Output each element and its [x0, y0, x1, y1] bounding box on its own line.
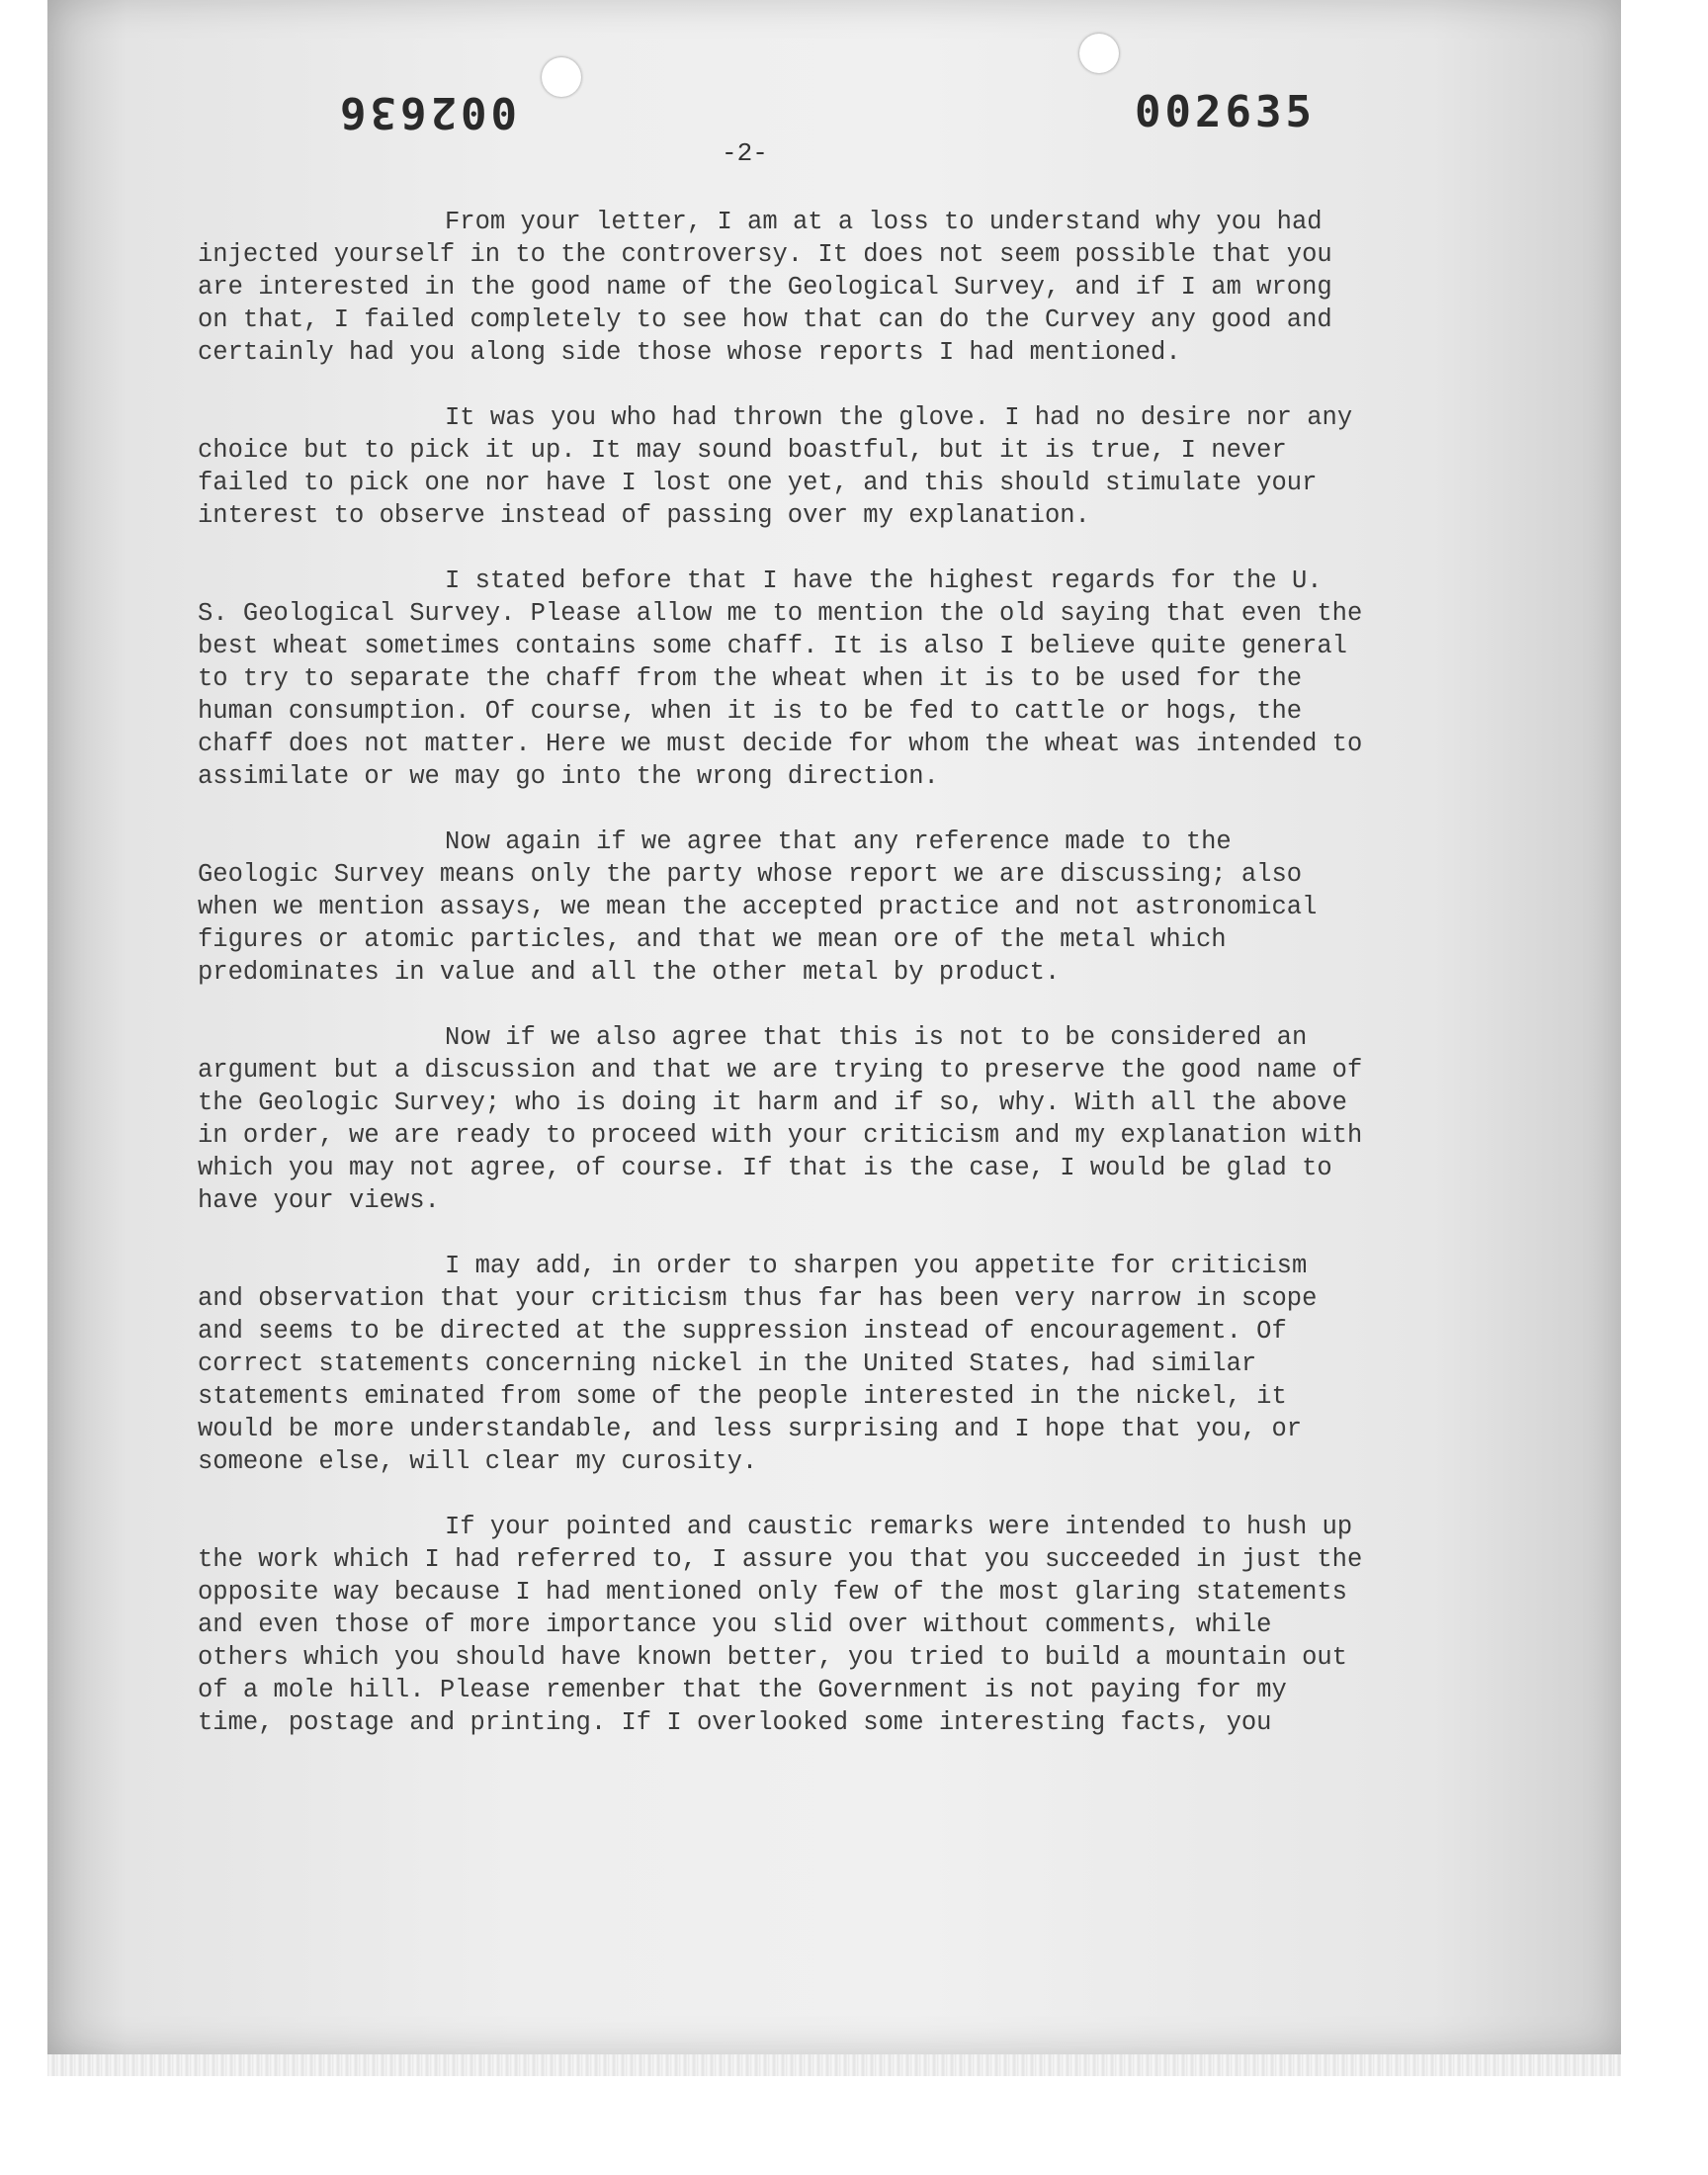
paragraph-6: I may add, in order to sharpen you appetite for criticism and observation that your criticism thus far has been very narrow in scope and seems to be directed at the suppression instead of encouragement. Of correct statements concerning nickel in the United States, had similar statements eminated from some of the people interested in the nickel, it would be more understandable, and less surprising and I hope that you, or someone else, will clear my curosity. — [198, 1252, 1318, 1476]
letter-body — [198, 206, 1364, 1739]
paragraph-2: It was you who had thrown the glove. I had no desire nor any choice but to pick it up. It may sound boastful, but it is true, I never failed to pick one nor have I lost one yet, and this should stimulate your interest to observe instead of passing over my explanation. — [198, 403, 1353, 530]
page-number: -2- — [722, 138, 768, 168]
paragraph-7: If your pointed and caustic remarks were intended to hush up the work which I had referred to, I assure you that you succeeded in just the opposite way because I had mentioned only few of the most glaring statements and even those of more importance you slid over without comments, while others which you should have known better, you tried to build a mountain out of a mole hill. Please remenber that the Government is not paying for my time, postage and printing. If I overlooked some interesting facts, you — [198, 1513, 1363, 1737]
paragraph-3: I stated before that I have the highest regards for the U. S. Geological Survey. Please allow me to mention the old saying that even the best wheat sometimes contains some chaff. It is also I believe quite general to try to separate the chaff from the wheat when it is to be used for the human consumption. Of course, when it is to be fed to cattle or hogs, the chaff does not matter. Here we must decide for whom the wheat was intended to assimilate or we may go into the wrong direction. — [198, 566, 1363, 791]
paragraph-5: Now if we also agree that this is not to be considered an argument but a discussion and that we are trying to preserve the good name of the Geologic Survey; who is doing it harm and if so, why. With all the above in order, we are ready to proceed with your criticism and my explanation with which you may not agree, of course. If that is the case, I would be glad to have your views. — [198, 1023, 1363, 1215]
document-number-stamp-inverted: 002636 — [336, 87, 517, 137]
paragraph-4: Now again if we agree that any reference made to the Geologic Survey means only the party whose report we are discussing; also when we mention assays, we mean the accepted practice and not astronomical figures or atomic particles, and that we mean ore of the metal which predominates in value and all the other metal by product. — [198, 827, 1318, 987]
paragraph-1: From your letter, I am at a loss to understand why you had injected yourself in to the controversy. It does not seem possible that you are interested in the good name of the Geological Survey, and if I am wrong on that, I failed completely to see how that can do the Curvey any good and certainly had you along side those whose reports I had mentioned. — [198, 208, 1332, 367]
punch-hole-left — [542, 57, 581, 97]
punch-hole-right — [1079, 34, 1119, 73]
document-number-stamp: 002635 — [1135, 87, 1316, 137]
scan-edge — [47, 2054, 1621, 2076]
